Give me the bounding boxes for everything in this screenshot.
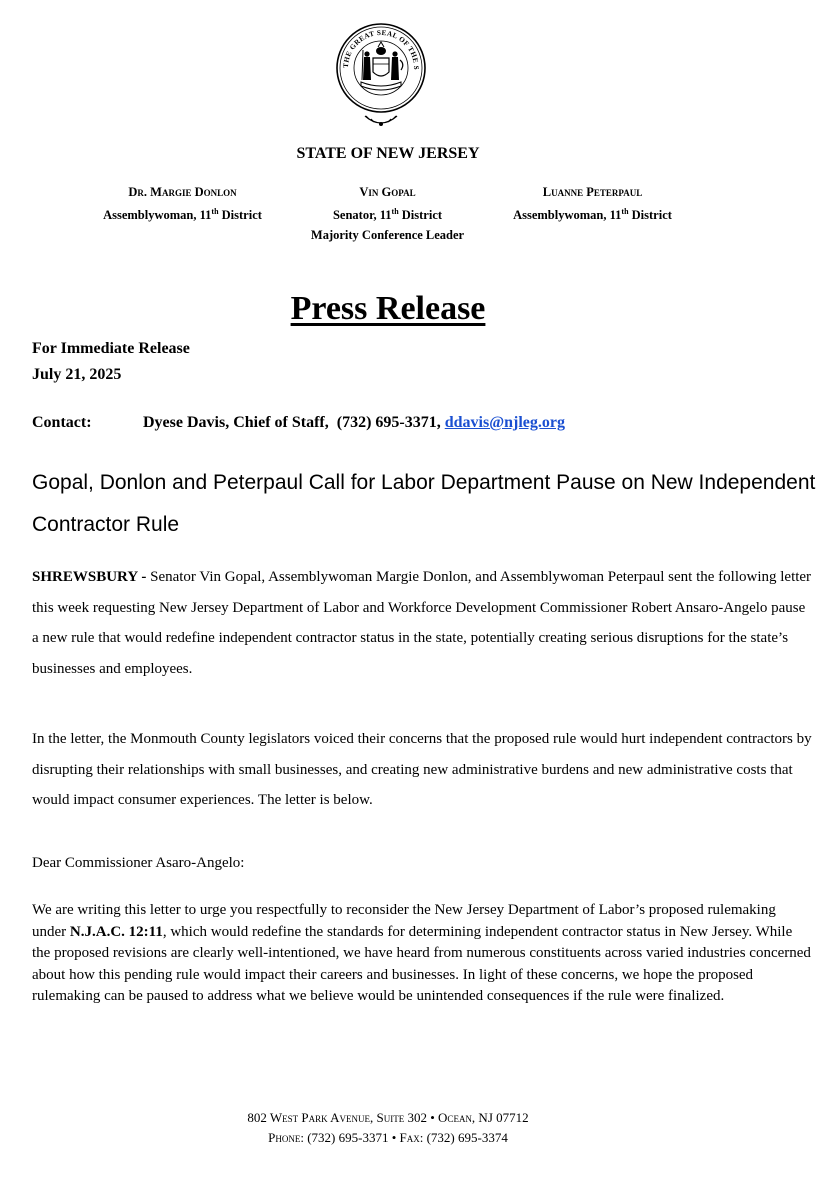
contact-email-link[interactable]: ddavis@njleg.org (444, 414, 565, 431)
legislator-name: Dr. Margie Donlon (128, 185, 237, 199)
regulation-reference: N.J.A.C. 12:11 (69, 923, 163, 940)
letter-salutation: Dear Commissioner Asaro-Angelo: (32, 855, 245, 871)
release-type: For Immediate Release (32, 340, 190, 357)
body-paragraph-2: In the letter, the Monmouth County legislators voiced their concerns that the proposed rule would hurt independent contractors by disrupting their relationships with small businesses, and creating new administrative burdens and new administrative costs that would impact consumer experiences. The letter is below. (32, 731, 812, 808)
state-title: STATE OF NEW JERSEY (296, 145, 480, 162)
footer-phone-fax: Phone: (732) 695-3371 • Fax: (732) 695-3374 (268, 1130, 508, 1145)
contact-line (32, 414, 565, 432)
footer (0, 1108, 776, 1148)
legislator-role: Senator, 11th District (332, 207, 443, 223)
headline: Gopal, Donlon and Peterpaul Call for Labor Department Pause on New Independent Contractor Rule (32, 471, 816, 536)
legislator-role: Assemblywoman, 11th District (103, 207, 262, 223)
legislator-name: Vin Gopal (359, 185, 416, 199)
legislator-role: Assemblywoman, 11th District (513, 207, 672, 223)
dateline: SHREWSBURY - (32, 569, 151, 585)
legislator-extra-title: Majority Conference Leader (310, 228, 465, 243)
legislator-donlon (80, 182, 285, 225)
seal-inscription: THE GREAT SEAL OF THE S (341, 28, 421, 71)
release-date: July 21, 2025 (32, 366, 122, 383)
great-seal-icon (335, 20, 427, 132)
contact-details: Dyese Davis, Chief of Staff, (732) 695-3371, (143, 414, 445, 431)
legislator-name: Luanne Peterpaul (542, 185, 643, 199)
footer-address: 802 West Park Avenue, Suite 302 • Ocean, NJ 07712 (247, 1110, 529, 1125)
legislator-peterpaul (490, 182, 695, 225)
letter-paragraph: We are writing this letter to urge you respectfully to reconsider the New Jersey Department of Labor’s proposed rulemaking under N.J.A.C. 12:11, which would redefine the standards for determining independent contractor status in New Jersey. While the proposed revisions are clearly well-intentioned, we have heard from numerous constituents across varied industries concerned about how this pending rule would impact their careers and businesses. In light of these concerns, we hope the proposed rulemaking can be paused to address what we believe would be unintended consequences if the rule were finalized. (32, 902, 811, 1004)
press-release-title: Press Release (290, 290, 486, 327)
legislator-gopal (285, 182, 490, 245)
contact-label: Contact: (32, 414, 92, 431)
body-paragraph-1: SHREWSBURY - Senator Vin Gopal, Assemblywoman Margie Donlon, and Assemblywoman Peterpaul sent the following letter this week requesting New Jersey Department of Labor and Workforce Development Commissioner Robert Ansaro-Angelo pause a new rule that would redefine independent contractor status in the state, potentially creating serious disruptions for the state’s businesses and employees. (32, 569, 812, 677)
